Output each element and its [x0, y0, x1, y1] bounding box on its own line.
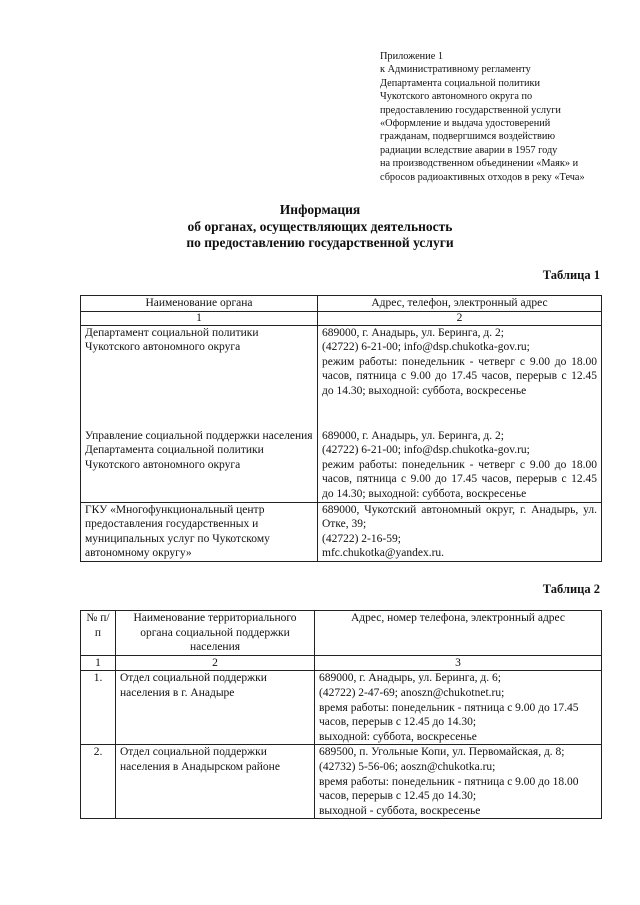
table-number-row	[81, 655, 602, 671]
organ-name: Управление социальной поддержки населения Департамента социальной политики Чукотского автономного округа	[81, 429, 318, 502]
organ-hours: режим работы: понедельник - четверг с 9.00 до 18.00 часов, пятница с 9.00 до 17.45 часов, перерыв с 12.45 до 14.30; выходной: суббота, воскресенье	[322, 458, 597, 500]
organ-contacts	[318, 502, 602, 561]
appendix-line: Приложение 1	[380, 51, 443, 62]
table-number-row	[81, 311, 602, 325]
organ-hours: режим работы: понедельник - четверг с 9.00 до 18.00 часов, пятница с 9.00 до 17.45 часов, перерыв с 12.45 до 14.30; выходной: суббота, воскресенье	[322, 355, 597, 397]
table2-header-name: Наименование территориального органа социальной поддержки населения	[116, 611, 315, 656]
appendix-line: к Административному регламенту	[380, 64, 531, 76]
appendix-line: «Оформление и выдача удостоверений	[380, 118, 551, 130]
table-row	[81, 671, 602, 745]
department-hours: время работы: понедельник - пятница с 9.00 до 18.00 часов, перерыв с 12.45 до 14.30;	[319, 775, 579, 803]
heading-title: Информация	[279, 202, 361, 217]
table-header-row	[81, 611, 602, 656]
table-header-row	[81, 296, 602, 312]
organ-phone-email: (42722) 6-21-00; info@dsp.chukotka-gov.ru;	[322, 341, 530, 354]
appendix-note	[380, 50, 616, 184]
department-contacts	[315, 745, 602, 819]
department-hours: время работы: понедельник - пятница с 9.00 до 17.45 часов, перерыв с 12.45 до 14.30;	[319, 701, 579, 729]
table2-territorial-organs	[80, 610, 602, 819]
organ-name: Департамент социальной политики Чукотского автономного округа	[81, 325, 318, 428]
table2-col-number: 2	[116, 655, 315, 671]
department-phone-email: (42732) 5-56-06; aoszn@chukotka.ru;	[319, 760, 496, 773]
organ-address: 689000, г. Анадырь, ул. Беринга, д. 2;	[322, 429, 504, 442]
table-row	[81, 502, 602, 561]
table1-organs	[80, 295, 602, 562]
table2-col-number: 1	[81, 655, 116, 671]
table1-header-name: Наименование органа	[81, 296, 318, 312]
table-row	[81, 429, 602, 502]
department-days-off: выходной: суббота, воскресенье	[319, 730, 477, 743]
row-number: 1.	[81, 671, 116, 745]
row-number: 2.	[81, 745, 116, 819]
department-name: Отдел социальной поддержки населения в Анадырском районе	[116, 745, 315, 819]
appendix-line: радиации вследствие аварии в 1957 году	[380, 144, 558, 156]
document-heading	[0, 202, 640, 252]
department-name: Отдел социальной поддержки населения в г. Анадыре	[116, 671, 315, 745]
heading-subtitle-1: об органах, осуществляющих деятельность	[187, 218, 453, 234]
appendix-line: на производственном объединении «Маяк» и	[380, 158, 579, 170]
table1-label: Таблица 1	[542, 268, 600, 282]
appendix-line: Чукотского автономного округа по	[380, 91, 533, 103]
table2-header-number: № п/п	[81, 611, 116, 656]
department-address: 689500, п. Угольные Копи, ул. Первомайская, д. 8;	[319, 746, 565, 759]
heading-subtitle-2: по предоставлению государственной услуги	[186, 235, 454, 250]
table1-col-number: 2	[318, 311, 602, 325]
department-address: 689000, г. Анадырь, ул. Беринга, д. 6;	[319, 672, 501, 685]
organ-contacts	[318, 325, 602, 428]
organ-address: 689000, г. Анадырь, ул. Беринга, д. 2;	[322, 326, 504, 339]
appendix-line: гражданам, подвергшимся воздействию	[380, 131, 556, 143]
appendix-line: Департамента социальной политики	[380, 77, 541, 89]
table2-label: Таблица 2	[542, 582, 600, 596]
appendix-line: сбросов радиоактивных отходов в реку «Теча»	[380, 171, 585, 183]
department-days-off: выходной - суббота, воскресенье	[319, 804, 481, 817]
organ-phone: (42722) 2-16-59;	[322, 532, 401, 545]
table-row	[81, 325, 602, 428]
table2-header-address: Адрес, номер телефона, электронный адрес	[315, 611, 602, 656]
department-phone-email: (42722) 2-47-69; anoszn@chukotnet.ru;	[319, 686, 505, 699]
organ-contacts	[318, 429, 602, 502]
organ-phone-email: (42722) 6-21-00; info@dsp.chukotka-gov.ru;	[322, 444, 530, 457]
table-row	[81, 745, 602, 819]
organ-address: 689000, Чукотский автономный округ, г. Анадырь, ул. Отке, 39;	[322, 503, 597, 531]
organ-email: mfc.chukotka@yandex.ru.	[322, 547, 445, 560]
department-contacts	[315, 671, 602, 745]
table2-col-number: 3	[315, 655, 602, 671]
table1-col-number: 1	[81, 311, 318, 325]
organ-name: ГКУ «Многофункциональный центр предоставления государственных и муниципальных услуг по Чукотскому автономному округу»	[81, 502, 318, 561]
appendix-line: предоставлению государственной услуги	[380, 104, 561, 116]
table1-header-address: Адрес, телефон, электронный адрес	[318, 296, 602, 312]
